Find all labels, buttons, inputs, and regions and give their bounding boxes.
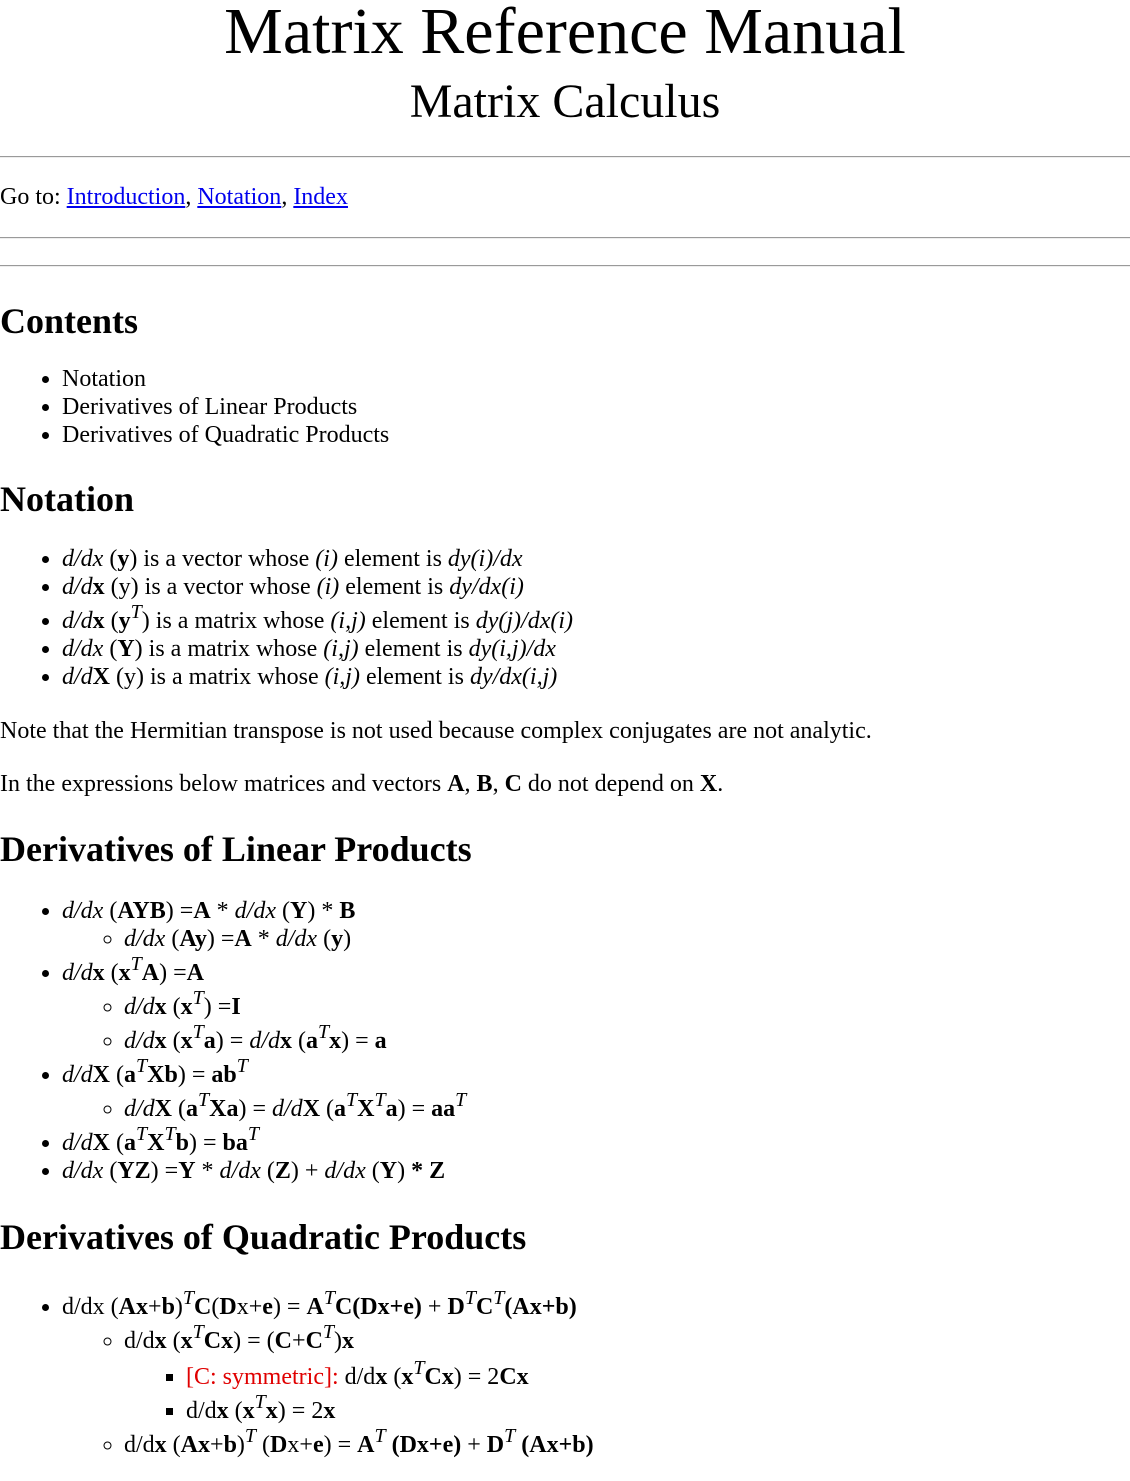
formula-item: ◦ d/dx $(x^T) =I$ — [124, 993, 1130, 1021]
divider — [0, 237, 1130, 239]
formula-item: • d/dx $(Ax+b)^TC(Dx+e) = A^TC(Dx+e) + D^TC^T(Ax+b)$ ◦ d/dx $(x^TCx) = (C+C^T)x$ ▪ [C: symmetric]: d/dx $(x^TCx) = 2Cx$ ▪ d/dx $(x^Tx) = 2x$ ◦ d/dx $(Ax+b)^T$ $(Dx+e) = A^T$ $(Dx+e) + D^T$ (Ax+b) — [62, 1293, 1130, 1459]
goto-label: Go to: — [0, 184, 67, 210]
divider — [0, 265, 1130, 267]
formula-item: • d/dx (YZ) =Y * d/dx (Z) + d/dx (Y) * Z — [62, 1157, 1130, 1185]
contents-heading: Contents — [0, 301, 139, 341]
contents-item[interactable]: • Derivatives of Linear Products — [62, 393, 1130, 421]
linear-list — [0, 897, 1130, 1185]
link-index[interactable]: Index — [293, 184, 348, 210]
note-text: . — [717, 771, 724, 797]
contents-item[interactable]: • Derivatives of Quadratic Products — [62, 421, 1130, 449]
formula-sublist — [62, 1321, 1130, 1459]
notation-item: • d/dx (Y) is a matrix whose (i,j) element is dy(i,j)/dx — [62, 635, 1130, 663]
formula-item: • d/dX $(a^TXb) = ab^T$ ◦ d/dX $(a^TXa) = d/dX$ $(a^TX^Ta) = aa^T$ — [62, 1061, 1130, 1123]
symmetric-tag: [C: symmetric]: — [186, 1364, 339, 1390]
separator: , — [185, 184, 198, 210]
formula-sublist — [62, 987, 1130, 1055]
contents-list — [0, 365, 1130, 449]
formula-item: ▪ d/dx $(x^Tx) = 2x$ — [186, 1397, 1130, 1425]
link-introduction[interactable]: Introduction — [66, 184, 186, 210]
note-symbol: A — [447, 771, 465, 797]
formula-item: • d/dx (AYB) =A * d/dx (Y) * B ◦ d/dx (Ay) =A * d/dx (y) — [62, 897, 1130, 953]
formula-item: ◦ d/dx $(Ax+b)^T$ $(Dx+e) = A^T$ $(Dx+e) + D^T$ (Ax+b) — [124, 1431, 1130, 1459]
goto-bar — [0, 183, 1130, 211]
formula-item: ▪ [C: symmetric]: d/dx $(x^TCx) = 2Cx$ — [186, 1363, 1130, 1391]
hermitian-note: Note that the Hermitian transpose is not used because complex conjugates are not analytic. — [0, 718, 872, 744]
formula-item: • d/dx $(x^TA) =A$ ◦ d/dx $(x^T) =I$ ◦ d/dx $(x^Ta) = d/dx$ $(a^Tx) = a$ — [62, 959, 1130, 1055]
page-header — [0, 0, 1130, 130]
formula-item: ◦ d/dx (Ay) =A * d/dx (y) — [124, 925, 1130, 953]
formula-item: • d/dX $(a^TX^Tb) = ba^T$ — [62, 1129, 1130, 1157]
note-text: In the expressions below matrices and vectors — [0, 771, 448, 797]
notation-item: • d/dX (y) is a matrix whose (i,j) element is dy/dx(i,j) — [62, 663, 1130, 691]
linear-heading: Derivatives of Linear Products — [0, 829, 472, 869]
formula-item: ◦ d/dX $(a^TXa) = d/dX$ $(a^TX^Ta) = aa^T$ — [124, 1095, 1130, 1123]
separator: , — [281, 184, 294, 210]
formula-sublist — [62, 925, 1130, 953]
note-text: do not depend on — [521, 771, 700, 797]
formula-sublist — [124, 1357, 1130, 1425]
formula-sublist — [62, 1089, 1130, 1123]
formula-item: ◦ d/dx $(x^TCx) = (C+C^T)x$ ▪ [C: symmetric]: d/dx $(x^TCx) = 2Cx$ ▪ d/dx $(x^Tx) = 2x$ — [124, 1327, 1130, 1425]
notation-item: • d/dx (y) is a vector whose (i) element is dy/dx(i) — [62, 573, 1130, 601]
quadratic-heading: Derivatives of Quadratic Products — [0, 1217, 527, 1257]
note-symbol: B — [476, 771, 493, 797]
page-subtitle: Matrix Calculus — [409, 75, 721, 128]
quadratic-list — [0, 1287, 1130, 1459]
notation-heading: Notation — [0, 479, 134, 519]
note-symbol: X — [699, 771, 718, 797]
note-symbol: C — [504, 771, 522, 797]
notation-item: • d/dx (y) is a vector whose (i) element is dy(i)/dx — [62, 545, 1130, 573]
notation-item: • d/dx $(y^T)$ is a matrix whose (i,j) element is dy(j)/dx(i) — [62, 607, 1130, 635]
formula-item: ◦ d/dx $(x^Ta) = d/dx$ $(a^Tx) = a$ — [124, 1027, 1130, 1055]
divider — [0, 156, 1130, 158]
notation-list — [0, 545, 1130, 691]
contents-item[interactable]: • Notation — [62, 365, 1130, 393]
page-title: Matrix Reference Manual — [224, 0, 906, 68]
dependency-note: In the expressions below matrices and vectors A, B, C do not depend on X. — [0, 771, 724, 797]
link-notation[interactable]: Notation — [197, 184, 282, 210]
